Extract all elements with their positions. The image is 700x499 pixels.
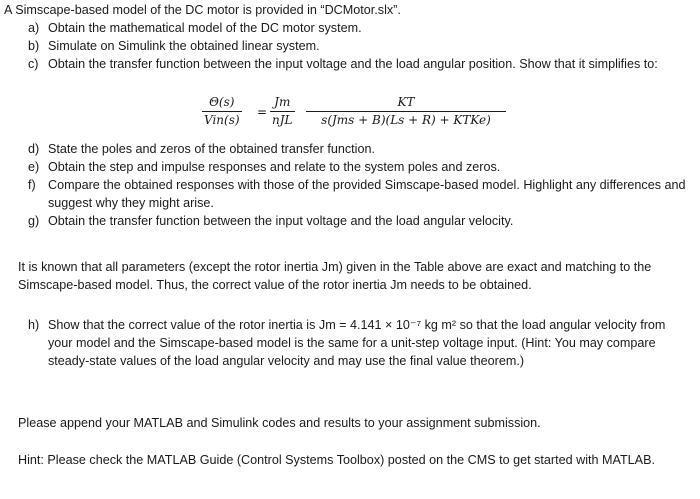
task-text: Obtain the step and impulse responses and relate to the system poles and zeros.: [48, 160, 501, 174]
task-text: Obtain the transfer function between the input voltage and the load angular velocity.: [48, 214, 514, 228]
formula-rhs-numerator: KT: [397, 95, 415, 109]
task-list-top: [28, 19, 688, 73]
formula-lhs-denominator: Vin(s): [204, 113, 240, 127]
task-text: Simulate on Simulink the obtained linear system.: [48, 39, 320, 53]
task-label: g): [28, 214, 40, 228]
formula-mid-numerator: Jm: [274, 95, 291, 109]
hint-paragraph: Hint: Please check the MATLAB Guide (Control Systems Toolbox) posted on the CMS to get started with MATLAB.: [18, 453, 655, 467]
task-item-a: [28, 19, 688, 37]
formula-mid-denominator: nJL: [272, 113, 293, 127]
task-text: Show that the correct value of the rotor inertia is Jm = 4.141 × 10⁻⁷ kg m² so that the load angular velocity from your model and the Simscape-based model is the same for a unit-step voltage input. (Hint: You may compare steady-state values of the load angular velocity and may use the final value theorem.): [48, 318, 666, 368]
task-list-mid: [28, 140, 688, 230]
task-text: State the poles and zeros of the obtained transfer function.: [48, 142, 375, 156]
task-label: h): [28, 318, 40, 332]
task-label: c): [28, 57, 39, 71]
task-text: Obtain the transfer function between the input voltage and the load angular position. Show that it simplifies to:: [48, 57, 658, 71]
task-label: b): [28, 39, 40, 53]
intro-text: A Simscape-based model of the DC motor is provided in “DCMotor.slx”.: [4, 3, 401, 17]
task-text: Compare the obtained responses with those of the provided Simscape-based model. Highlight any differences and suggest why they might arise.: [48, 178, 686, 210]
fraction-inertia: [270, 95, 295, 127]
task-item-d: [28, 140, 688, 158]
task-item-c: [28, 55, 688, 73]
task-list-h: [28, 316, 688, 370]
fraction-theta-over-vin: [202, 95, 242, 127]
task-item-h: [28, 316, 688, 370]
task-item-g: [28, 212, 688, 230]
fraction-motor: [306, 95, 506, 127]
task-label: f): [28, 178, 36, 192]
task-text: Obtain the mathematical model of the DC motor system.: [48, 21, 362, 35]
task-item-f: [28, 176, 688, 212]
task-label: a): [28, 21, 40, 35]
task-label: e): [28, 160, 40, 174]
formula-lhs-numerator: Θ(s): [209, 95, 235, 109]
submission-paragraph: Please append your MATLAB and Simulink codes and results to your assignment submission.: [18, 416, 541, 430]
task-item-b: [28, 37, 688, 55]
formula-rhs-denominator: s(Jms + B)(Ls + R) + KTKe): [321, 113, 491, 127]
formula-equals: =: [257, 105, 268, 119]
task-item-e: [28, 158, 688, 176]
parameters-paragraph: It is known that all parameters (except the rotor inertia Jm) given in the Table above are exact and matching to the Simscape-based model. Thus, the correct value of the rotor inertia Jm needs to be obtained.: [18, 260, 652, 292]
transfer-function-formula: [190, 95, 510, 137]
task-label: d): [28, 142, 40, 156]
